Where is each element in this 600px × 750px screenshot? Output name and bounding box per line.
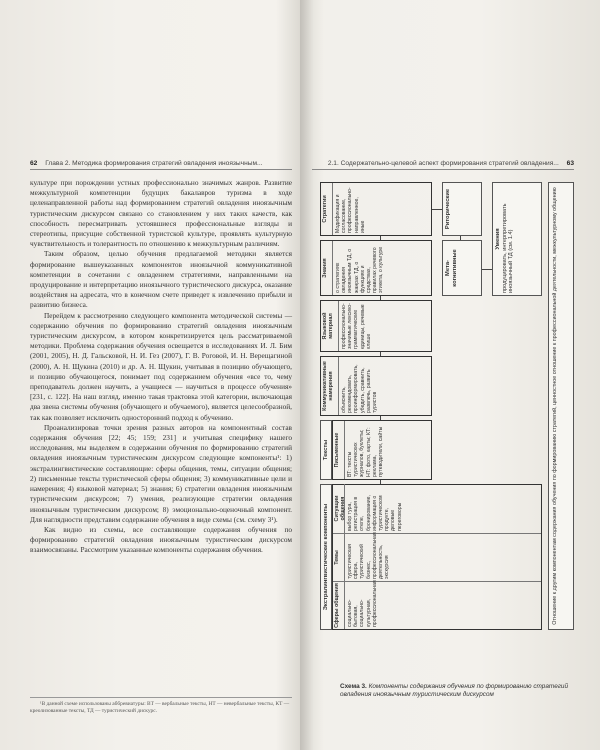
meta-box: Мета-когнитивные [442,240,482,296]
rhetorical-box: Риторические [442,182,482,236]
footnote [30,697,292,716]
strategies-header: Стратегии [321,183,333,235]
paragraph: Перейдем к рассмотрению следующего компонента методической системы — содержанию обучения по формированию стратегий овладения иноязычным туристическим дискурсом, в котором конкретизируется цель рассматриваемой методики. Проблема содержания обучения освещается в исследованиях И. Л. Бим (2001, 2005), Н. Д. Гальсковой, Н. И. Гез (2007), Г. В. Роговой, И. Н. Верещагиной (2000), А. Н. Щукина (2010) и др. А. Н. Щукин, учитывая в позицию обучающего, и позицию обучающегося, понимает под содержанием обучения «все то, чему преподаватель должен научить, а учащиеся — научиться в процессе обучения» [231, с. 122]. На наш взгляд, именно такая трактовка этой категории, включающая два звена системы обучения (обучающего и обучаемого), является целесообразной, так как позволяет исключить односторонний подход к обучению. [30,310,292,422]
paragraph: культуре при порождении устных профессионально значимых жанров. Развитие межкультурной компетенции будущих бакалавров туризма в ходе целенаправленной работы над формированием стратегий овладения иноязычным туристическим дискурсом связано со становлением у них таких качеств, как способность пересматривать устоявшиеся профессиональные взгляды и стереотипы, присущие собственной туристской культуре, проявлять культурную чувствительность и толерантность по отношению к межкультурным различиям. [30,178,292,249]
topics-header: Темы [333,533,345,581]
left-running-head [30,160,292,170]
knowledge-header: Знания [321,241,333,295]
extralinguistic-frame [332,484,542,630]
connector-line [380,236,381,240]
lang-frame [320,300,432,352]
texts-header: Тексты [320,420,332,480]
diagram-rotated [320,180,580,630]
scheme-caption [340,683,588,699]
written-header: Письменные [333,421,345,479]
situations-header: Ситуации общения [333,484,345,533]
spheres-header: Сферы общения [333,581,345,629]
paragraph: Как видно из схемы, все составляющие содержания обучения по формированию стратегий овладения иноязычным туристическим дискурсом взаимосвязаны. Рассмотрим указанные компоненты содержания обучения. [30,524,292,555]
right-page-number: 63 [566,160,574,167]
knowledge-cell: о стратегиях овладения иноязычным ТД, о жанрах ТД, о функциях и средствах, правилах речевого этикета, о культуре [335,246,385,293]
left-running-head-text: Глава 2. Методика формирования стратегий овладения иноязычным... [45,160,263,167]
paragraph: Проанализировав точки зрения разных авторов на компонентный состав содержания обучения [22; 45; 159; 231] и учитывая специфику нашего исследования, мы выделяем в содержании обучения по формированию стратегий овладения иноязычным туристическим дискурсом следующие компоненты¹: 1) экстралингвистические составляющие: сферы общения, темы, ситуации общения; 2) письменные тексты туристической сферы общения; 3) коммуникативные цели и намерения; 4) языковой материал; 5) знания; 6) стратегии овладения иноязычным туристическим дискурсом; 7) умения, реализующие стратегии овладения иноязычным туристическим дискурсом; 8) эмоционально-оценочный компонент. Для наглядности представим содержание обучения в виде схемы (см. схему 3¹). [30,422,292,524]
comm-cell: объяснить, рекомендовать, проинформировать, убедить, сравнить, развлечь, развить туристов [341,364,379,413]
left-body-text [30,178,292,556]
connector-line [380,416,381,420]
spheres-cell: социально-бытовая, социально-культурная, профессиональная [345,581,541,629]
right-running-head [312,160,574,170]
lang-header: Языковой материал [321,301,339,351]
texts-frame [332,420,432,480]
connector-line [380,480,381,484]
extralinguistic-header: Экстралингвистические компоненты [320,484,332,630]
skills-box: Умения продуцировать, интерпретировать иноязычный ТД (см. 1.4) [492,182,542,296]
scheme-3-diagram [320,180,580,630]
left-page-number: 62 [30,160,38,167]
emotional-component: Отношение к другим компонентам содержания обучения по формированию стратегий, ценностное отношение к профессиональной деятельности, межкультурному общению [548,182,574,630]
right-page [300,0,600,750]
connector-line [432,209,442,210]
knowledge-frame [320,240,432,296]
topics-cell: туристическая сфера, туристический бизнес, профессиональная деятельность, экскурсия [345,533,541,581]
strategies-frame [320,182,432,236]
connector-line [460,236,461,240]
gutter-shadow [300,0,314,750]
footnote-text: ¹В данной схеме использованы аббревиатуры: ВТ — вербальные тексты, НТ — невербальные тексты, КТ — креолизованные тексты, ТД — туристический дискурс. [30,701,290,715]
comm-header: Коммуникативные намерения [321,357,339,415]
connector-line [482,269,492,270]
caption-text: Компоненты содержания обучения по формированию стратегий овладения иноязычным туристическим дискурсом [340,683,569,699]
lang-cell: профессионально-значимые лексико-грамматические единицы, речевые клише [341,303,372,349]
skills-text: продуцировать, интерпретировать иноязычный ТД (см. 1.4) [501,203,515,293]
connector-line [380,296,381,300]
caption-label: Схема 3. [340,683,367,690]
written-cell: ВТ: тексты туристических журналов, буклеты; НТ: фото, карты; КТ: реклама, путеводители, сайты [347,426,385,477]
comm-frame [320,356,432,416]
right-running-head-text: 2.1. Содержательно-целевой аспект формирования стратегий овладения... [327,160,559,167]
connector-line [380,352,381,356]
strategies-cell: Модификация и согласование, профессионально-направленное, иные [335,187,366,233]
paragraph: Таким образом, целью обучения предлагаемой методики является формирование вышеуказанных компонентов иноязычной коммуникативной компетенции в сочетании с овладением стратегиями, направленными на продуцирование и интерпретацию иноязычного туристического дискурса, оказание воздействия на адресата, что в конечном счете приведет к извлечению прибыли и развитию бизнеса. [30,249,292,310]
situations-cell: выбор тура, регистрация в отеле, бронирование, информация о туристическом продукте, деловые переговоры [347,495,403,531]
